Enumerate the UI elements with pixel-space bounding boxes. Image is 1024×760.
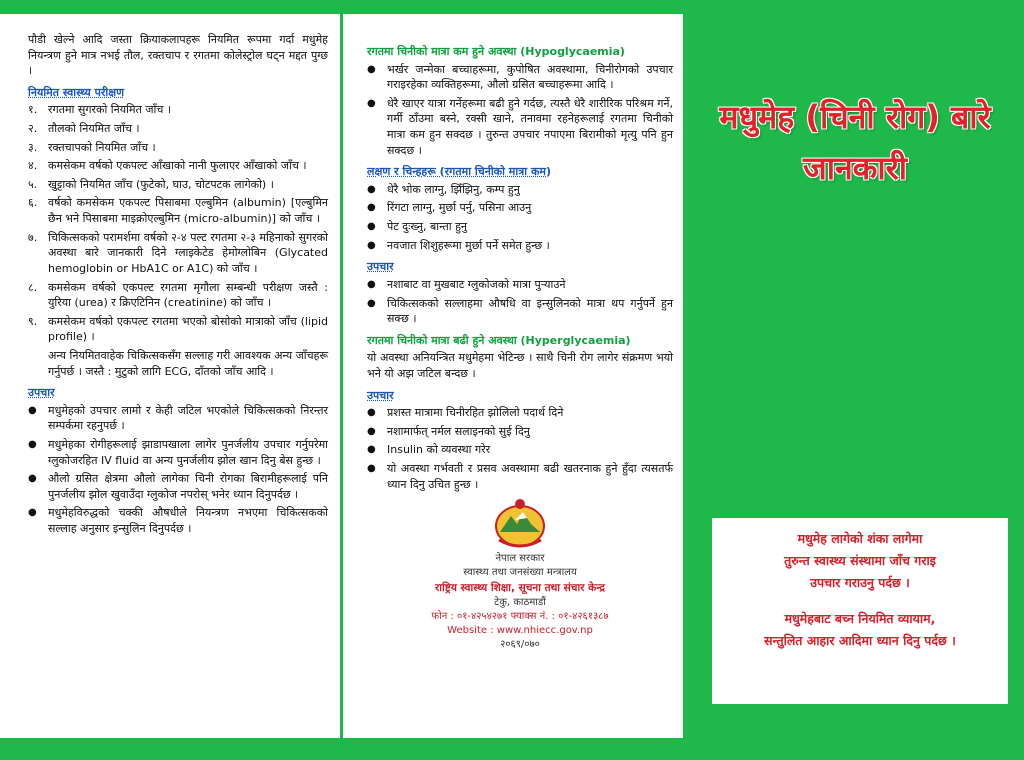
title-line-2: जानकारी (802, 149, 908, 188)
bullet-icon: ● (367, 444, 376, 456)
item-text: चिकित्सकको सल्लाहमा औषधि वा इन्सुलिनको मात्रा थप गर्नुपर्ने हुन सक्छ । (387, 296, 673, 326)
phone-fax: फोन : ०१-४२५४२७१ फ्याक्स नं. : ०१-४२६१३८७ (431, 610, 609, 622)
item-number: ५. (28, 177, 38, 191)
item-text: कमसेकम वर्षको एकपल्ट आँखाको नानी फुलाएर आँखाको जाँच । (48, 159, 307, 173)
checkup-list (28, 102, 328, 345)
list-item (367, 296, 673, 327)
ministry-name: स्वास्थ्य तथा जनसंख्या मन्त्रालय (463, 567, 577, 579)
middle-panel (343, 14, 683, 738)
item-text: Insulin को व्यवस्था गरेर (387, 443, 491, 457)
item-number: २. (28, 122, 38, 136)
hyper-text: यो अवस्था अनियन्त्रित मधुमेहमा भेटिन्छ । साथै चिनी रोग लागेर संक्रमण भयो भने यो अझ जटिल बन्दछ । (367, 351, 673, 380)
advice-line: उपचार गराउनु पर्दछ । (810, 574, 910, 590)
item-text: खुट्टाको नियमित जाँच (फुटेको, घाउ, चोटपटक लागेको) । (48, 177, 274, 191)
list-item (28, 437, 328, 468)
treatment2-heading: उपचार (367, 388, 394, 402)
bullet-icon: ● (367, 407, 376, 419)
advice-line: मधुमेह लागेको शंका लागेमा (797, 531, 923, 546)
checkup-note: अन्य नियमितवाहेक चिकित्सकसँग सल्लाह गरी आवश्यक अन्य जाँचहरू गर्नुपर्छ । जस्तै : मुटुको लागि ECG, दाँतको जाँच आदि । (48, 348, 328, 378)
item-text: धेरै खाएर यात्रा गर्नेहरूमा बढी हुने गर्दछ, त्यस्तै धेरै शारीरिक परिश्रम गर्ने, गर्मी ठाँउमा बस्ने, रक्सी खाने, तनावमा रहनेहरूलाई रगतमा चिनीको मात्रा कम हुन सक्दछ । तुरुन्त उपचार नपाएमा बिरामीको मृत्यु पनि हुन सक्दछ । (387, 96, 673, 157)
advice-box (712, 518, 1008, 704)
list-item (28, 102, 328, 118)
list-item (367, 200, 673, 216)
list-item (367, 277, 673, 293)
list-item (367, 219, 673, 235)
list-item (367, 238, 673, 254)
bullet-icon: ● (367, 183, 376, 195)
treatment2-list (367, 405, 673, 492)
item-text: कमसेकम वर्षको एकपल्ट रगतमा भएको बोसोको मात्राको जाँच (lipid profile) । (48, 314, 328, 344)
list-item (28, 177, 328, 193)
symptom-heading: लक्षण र चिन्हहरू (रगतमा चिनीको मात्रा कम) (367, 165, 552, 179)
treatment-list (28, 403, 328, 537)
list-item (367, 461, 673, 492)
bullet-icon: ● (367, 239, 376, 251)
bullet-icon: ● (28, 404, 37, 416)
item-text: नशामार्फत् नर्मल सलाइनको सुई दिनु (387, 424, 530, 438)
item-text: चिकित्सकको परामर्शमा वर्षको २-४ पल्ट रगतमा २-३ महिनाको सुगरको अवस्था बारे जानकारी दिने ग्लाइकेटेड हेमोग्लोबिन (Glycated hemoglobin or HbA1C or A1C) को जाँच । (48, 230, 328, 275)
title-line-1: मधुमेह (चिनी रोग) बारे (719, 98, 991, 136)
item-number: ४. (28, 159, 38, 173)
item-number: १. (28, 103, 38, 117)
bullet-icon: ● (28, 473, 37, 485)
list-item (28, 403, 328, 434)
brochure-title (700, 92, 1010, 194)
list-item (28, 230, 328, 277)
item-text: नशाबाट वा मुखबाट ग्लुकोजको मात्रा पुऱ्याउने (387, 277, 566, 291)
list-item (28, 121, 328, 137)
hyper-heading: रगतमा चिनीको मात्रा बढी हुने अवस्था (Hyperglycaemia) (367, 333, 631, 347)
list-item (367, 182, 673, 198)
website-link[interactable]: Website : www.nhiecc.gov.np (447, 624, 593, 636)
item-text: भर्खर जन्मेका बच्चाहरूमा, कुपोषित अवस्थामा, चिनीरोगको उपचार गराइरहेका व्यक्तिहरूमा, औलो ग्रसित बच्चाहरूमा आदि । (387, 62, 673, 92)
symptom-list (367, 182, 673, 253)
list-item (367, 442, 673, 458)
list-item (28, 314, 328, 345)
item-number: ३. (28, 140, 38, 154)
bullet-icon: ● (367, 297, 376, 309)
list-item (28, 158, 328, 174)
item-text: पेट दुःख्नु, बान्ता हुनु (387, 220, 468, 234)
bullet-icon: ● (367, 463, 376, 475)
bullet-icon: ● (367, 202, 376, 214)
treatment1-heading: उपचार (367, 260, 394, 274)
list-item (28, 280, 328, 311)
item-text: रक्तचापको नियमित जाँच । (48, 140, 156, 154)
list-item (28, 505, 328, 536)
item-text: मधुमेहको उपचार लामो र केही जटिल भएकोले चिकित्सकको निरन्तर सम्पर्कमा रहनुपर्छ । (48, 403, 328, 433)
treatment1-list (367, 277, 673, 327)
bullet-icon: ● (367, 221, 376, 233)
list-item (28, 471, 328, 502)
list-item (367, 96, 673, 158)
spacer (720, 594, 1000, 608)
list-item (367, 62, 673, 93)
item-text: मधुमेहका रोगीहरूलाई झाडापखाला लागेर पुनर्जलीय उपचार गर्नुपरेमा ग्लुकोजरहित IV fluid वा अन्य पुनर्जलीय झोल खान दिनु बेस हुन्छ । (48, 438, 328, 467)
bullet-icon: ● (28, 439, 37, 451)
item-number: ८. (28, 280, 38, 294)
list-item (367, 405, 673, 421)
treatment-heading: उपचार (28, 386, 55, 400)
bullet-icon: ● (28, 507, 37, 519)
advice-line: सन्तुलित आहार आदिमा ध्यान दिनु पर्दछ । (764, 632, 956, 648)
item-text: रिंगटा लाग्नु, मुर्छा पर्नु, पसिना आउनु (387, 201, 532, 215)
list-item (367, 424, 673, 440)
item-text: यो अवस्था गर्भवती र प्रसव अवस्थामा बढी खतरनाक हुने हुँदा त्यसतर्फ ध्यान दिनु उचित हुन्छ । (387, 462, 673, 491)
item-text: रगतमा सुगरको नियमित जाँच । (48, 103, 171, 117)
intro-text: पौडी खेल्ने आदि जस्ता क्रियाकलापहरू नियमित रूपमा गर्दा मधुमेह नियन्त्रण हुने मात्र नभई तौल, रक्तचाप र रगतमा कोलेस्ट्रोल घट्न मद्दत पुग्छ । (28, 33, 328, 78)
item-text: वर्षको कमसेकम एकपल्ट पिसाबमा एल्बुमिन (albumin) [एल्बुमिन छैन भने पिसाबमा माइक्रोएल्बुमिन (micro-albumin)] को जाँच । (48, 196, 328, 226)
hypo-list (367, 62, 673, 159)
item-text: नवजात शिशुहरूमा मुर्छा पर्ने समेत हुन्छ । (387, 238, 550, 252)
item-number: ६. (28, 196, 38, 210)
list-item (28, 140, 328, 156)
item-number: ९. (28, 314, 38, 328)
place-name: टेकु, काठमाडौं (494, 596, 546, 608)
item-number: ७. (28, 230, 38, 244)
checkup-heading: नियमित स्वास्थ्य परीक्षण (28, 85, 125, 99)
advice-line: तुरुन्त स्वास्थ्य संस्थामा जाँच गराइ (784, 552, 936, 568)
item-text: कमसेकम वर्षको एकपल्ट रगतमा मृगौला सम्बन्धी परीक्षण जस्तै : युरिया (urea) र क्रिएटिनिन (creatinine) को जाँच । (48, 280, 328, 310)
item-text: औलो ग्रसित क्षेत्रमा औलो लागेका चिनी रोगका बिरामीहरूलाई पनि पुनर्जलीय झोल खुवाउँदा ग्लुकोज नपरोस् भनेर ध्यान दिनुपर्दछ । (48, 472, 328, 501)
left-panel (0, 14, 340, 738)
publisher-footer (367, 496, 673, 652)
item-text: मधुमेहविरुद्धको चक्की औषधीले नियन्त्रण नभएमा चिकित्सकको सल्लाह अनुसार इन्सुलिन दिनुपर्दछ । (48, 506, 328, 536)
bullet-icon: ● (367, 63, 376, 75)
gov-name: नेपाल सरकार (495, 553, 545, 565)
item-text: धेरै भोक लाग्नु, झिँझिनु, कम्प हुनु (387, 182, 520, 196)
bullet-icon: ● (367, 278, 376, 290)
center-name: राष्ट्रिय स्वास्थ्य शिक्षा, सूचना तथा संचार केन्द्र (434, 581, 606, 594)
bullet-icon: ● (367, 425, 376, 437)
advice-line: मधुमेहबाट बच्न नियमित व्यायाम, (784, 610, 936, 626)
publication-year: २०६९/०७० (500, 639, 540, 651)
list-item (28, 195, 328, 226)
item-text: तौलको नियमित जाँच । (48, 122, 140, 136)
hypo-heading: रगतमा चिनीको मात्रा कम हुने अवस्था (Hypoglycaemia) (367, 45, 625, 58)
bullet-icon: ● (367, 97, 376, 109)
item-text: प्रशस्त मात्रामा चिनीरहित झोलिलो पदार्थ दिने (387, 406, 564, 420)
nepal-government-emblem-icon (491, 496, 549, 550)
